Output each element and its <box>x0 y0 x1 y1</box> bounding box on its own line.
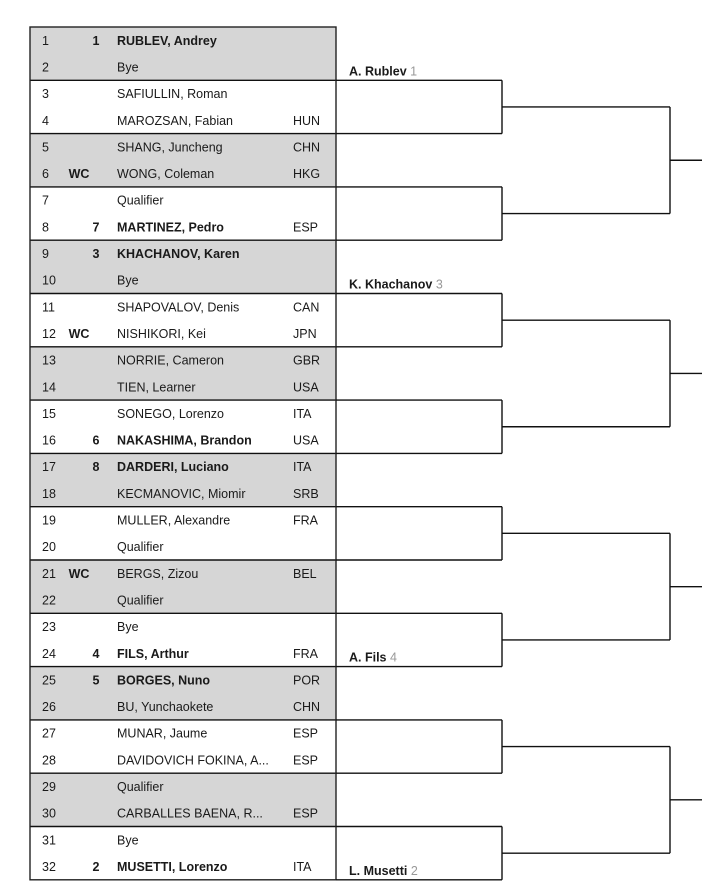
draw-position: 19 <box>42 513 56 528</box>
player-name: Bye <box>117 620 139 635</box>
draw-position: 23 <box>42 620 56 635</box>
player-country: ESP <box>293 726 319 741</box>
draw-position: 30 <box>42 806 56 821</box>
advancing-player-seed: 4 <box>389 650 397 665</box>
seed-number: 8 <box>92 460 100 475</box>
advancing-player-name: A. Rublev <box>349 64 411 79</box>
draw-position: 26 <box>42 700 56 715</box>
draw-position: 9 <box>42 247 49 262</box>
draw-position: 15 <box>42 406 56 421</box>
advancing-player <box>349 64 417 78</box>
player-country: ESP <box>293 220 319 235</box>
player-name: FILS, Arthur <box>117 646 189 661</box>
player-name: TIEN, Learner <box>117 380 196 395</box>
advancing-player <box>349 864 418 878</box>
draw-position: 20 <box>42 540 56 555</box>
player-name: SHAPOVALOV, Denis <box>117 300 240 315</box>
player-name: MARTINEZ, Pedro <box>117 220 224 235</box>
draw-position: 10 <box>42 273 56 288</box>
player-name: SONEGO, Lorenzo <box>117 406 224 421</box>
player-country: HKG <box>293 167 321 182</box>
player-country: POR <box>293 673 321 688</box>
player-name: MAROZSAN, Fabian <box>117 113 234 128</box>
player-country: JPN <box>293 326 317 341</box>
draw-position: 5 <box>42 140 49 155</box>
draw-position: 2 <box>42 60 49 75</box>
player-name: WONG, Coleman <box>117 167 215 182</box>
player-name: KECMANOVIC, Miomir <box>117 486 246 501</box>
draw-position: 11 <box>42 300 55 315</box>
draw-position: 1 <box>42 33 49 48</box>
player-country: ESP <box>293 753 319 768</box>
player-name: DARDERI, Luciano <box>117 460 229 475</box>
player-name: KHACHANOV, Karen <box>117 247 240 262</box>
draw-position: 29 <box>42 780 56 795</box>
player-name: BORGES, Nuno <box>117 673 211 688</box>
player-country: BEL <box>293 566 317 581</box>
player-name: MUSETTI, Lorenzo <box>117 859 228 874</box>
player-country: SRB <box>293 486 319 501</box>
advancing-player-seed: 3 <box>435 277 443 292</box>
draw-position: 14 <box>42 380 56 395</box>
player-name: Bye <box>117 833 139 848</box>
advancing-player-seed: 2 <box>410 863 418 878</box>
seed-number: 7 <box>92 220 100 235</box>
player-name: DAVIDOVICH FOKINA, A... <box>117 753 269 768</box>
wildcard-label: WC <box>68 566 90 581</box>
player-name: NAKASHIMA, Brandon <box>117 433 252 448</box>
player-name: Bye <box>117 60 139 75</box>
player-name: CARBALLES BAENA, R... <box>117 806 263 821</box>
advancing-player-name: K. Khachanov <box>349 277 436 292</box>
seed-number: 3 <box>92 247 100 262</box>
seed-number: 4 <box>92 646 100 661</box>
player-country: CHN <box>293 700 321 715</box>
player-name: Qualifier <box>117 593 164 608</box>
player-name: MULLER, Alexandre <box>117 513 231 528</box>
draw-position: 18 <box>42 486 56 501</box>
draw-position: 24 <box>42 646 56 661</box>
wildcard-label: WC <box>68 326 90 341</box>
draw-position: 4 <box>42 113 49 128</box>
draw-position: 12 <box>42 326 56 341</box>
seed-number: 2 <box>92 859 100 874</box>
draw-position: 32 <box>42 859 56 874</box>
advancing-player <box>349 651 397 665</box>
draw-position: 21 <box>42 566 56 581</box>
player-name: SAFIULLIN, Roman <box>117 87 228 102</box>
player-name: Qualifier <box>117 780 164 795</box>
draw-position: 6 <box>42 167 49 182</box>
player-name: SHANG, Juncheng <box>117 140 223 155</box>
player-name: RUBLEV, Andrey <box>117 33 217 48</box>
draw-position: 17 <box>42 460 56 475</box>
player-country: ITA <box>293 859 312 874</box>
advancing-player-seed: 1 <box>410 64 418 79</box>
player-country: GBR <box>293 353 321 368</box>
draw-position: 8 <box>42 220 49 235</box>
player-country: FRA <box>293 513 318 528</box>
player-country: CHN <box>293 140 321 155</box>
player-country: ESP <box>293 806 319 821</box>
wildcard-label: WC <box>68 167 90 182</box>
seed-number: 5 <box>92 673 100 688</box>
player-country: CAN <box>293 300 320 315</box>
player-country: HUN <box>293 113 321 128</box>
draw-position: 7 <box>42 193 49 208</box>
player-name: MUNAR, Jaume <box>117 726 208 741</box>
draw-position: 28 <box>42 753 56 768</box>
player-country: FRA <box>293 646 318 661</box>
player-name: NORRIE, Cameron <box>117 353 224 368</box>
advancing-player <box>349 278 443 292</box>
draw-position: 3 <box>42 87 49 102</box>
player-name: BU, Yunchaokete <box>117 700 214 715</box>
advancing-player-name: L. Musetti <box>349 863 411 878</box>
advancing-player-name: A. Fils <box>349 650 390 665</box>
player-country: ITA <box>293 406 312 421</box>
player-country: USA <box>293 433 319 448</box>
player-name: Bye <box>117 273 139 288</box>
draw-position: 27 <box>42 726 56 741</box>
seed-number: 1 <box>92 33 100 48</box>
player-country: USA <box>293 380 319 395</box>
seed-number: 6 <box>92 433 100 448</box>
draw-position: 13 <box>42 353 56 368</box>
draw-position: 22 <box>42 593 56 608</box>
draw-position: 25 <box>42 673 56 688</box>
draw-position: 16 <box>42 433 56 448</box>
player-name: NISHIKORI, Kei <box>117 326 206 341</box>
player-name: Qualifier <box>117 540 164 555</box>
player-name: Qualifier <box>117 193 164 208</box>
draw-position: 31 <box>42 833 56 848</box>
player-country: ITA <box>293 460 312 475</box>
player-name: BERGS, Zizou <box>117 566 199 581</box>
